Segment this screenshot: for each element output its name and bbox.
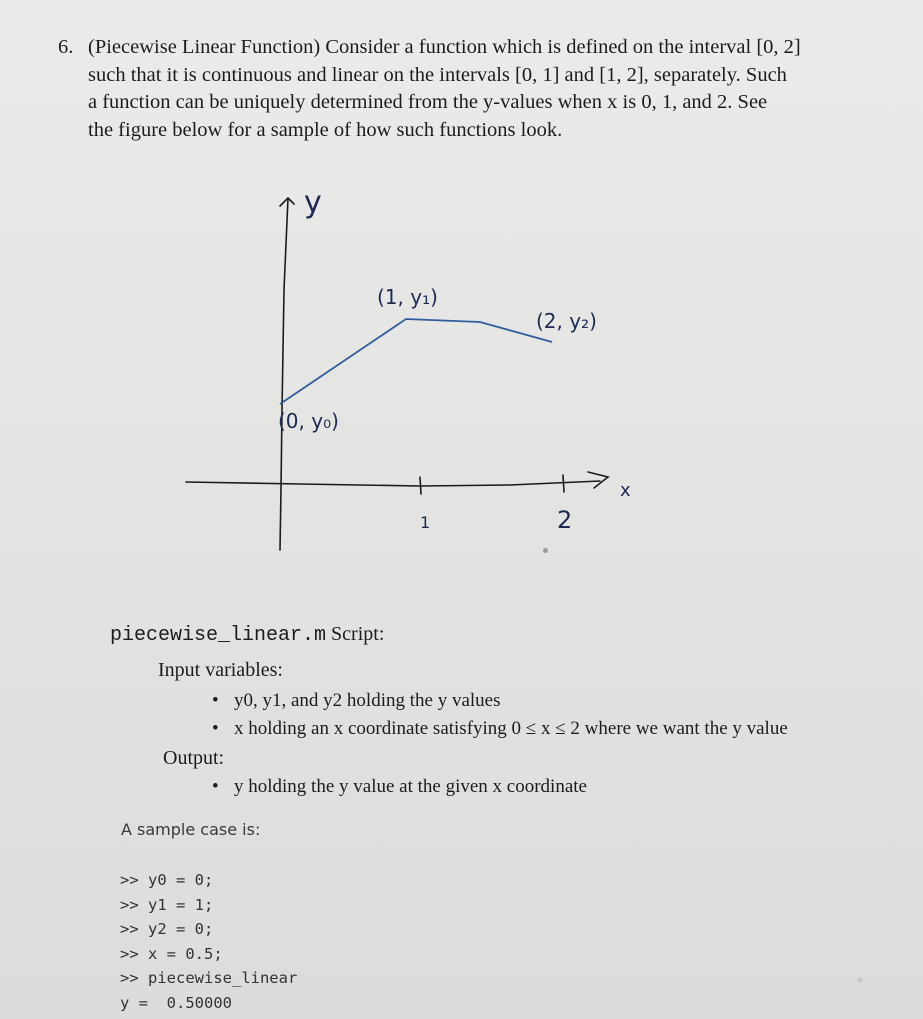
- problem-text: [88, 34, 903, 144]
- point-label-1: (1, y₁): [377, 285, 438, 309]
- y-axis-label: y: [304, 185, 322, 220]
- x-tick-label-2: 2: [557, 506, 573, 534]
- console-line: >> x = 0.5;: [120, 944, 223, 963]
- problem-line: the figure below for a sample of how such functions look.: [88, 118, 563, 141]
- x-tick-2: [563, 475, 564, 492]
- y-axis: [280, 198, 288, 550]
- problem-number: 6.: [58, 36, 74, 58]
- console-line: >> y1 = 1;: [120, 895, 214, 914]
- script-heading-suffix: Script:: [331, 623, 385, 645]
- sample-case-label: A sample case is:: [121, 820, 261, 839]
- console-output: [120, 868, 297, 1015]
- input-heading: Input variables:: [158, 659, 283, 681]
- output-heading: Output:: [163, 747, 225, 769]
- hand-drawn-figure: [180, 170, 680, 570]
- script-heading: [110, 623, 384, 647]
- x-axis-label: x: [620, 480, 631, 501]
- problem-line: such that it is continuous and linear on the intervals [0, 1] and [1, 2], separately. Such: [88, 63, 787, 86]
- console-line: y = 0.50000: [120, 993, 232, 1012]
- input-item: • x holding an x coordinate satisfying 0 ≤ x ≤ 2 where we want the y value: [210, 715, 788, 743]
- problem-line: (Piecewise Linear Function) Consider a function which is defined on the interval [0, 2]: [88, 36, 801, 58]
- x-tick-1: [420, 477, 421, 494]
- speck-mark: [857, 977, 863, 983]
- input-list: [210, 687, 788, 743]
- output-item: • y holding the y value at the given x coordinate: [210, 773, 587, 801]
- speck-mark: [543, 548, 548, 553]
- x-axis-arrow: [588, 472, 608, 488]
- console-line: >> piecewise_linear: [120, 969, 298, 987]
- console-line: >> y0 = 0;: [120, 871, 214, 889]
- problem-statement: [58, 34, 903, 144]
- console-line: >> y2 = 0;: [120, 920, 214, 938]
- function-line: [280, 319, 552, 404]
- x-tick-label-1: 1: [420, 513, 431, 532]
- point-label-0: (0, y₀): [278, 409, 339, 433]
- problem-line: a function can be uniquely determined from the y-values when x is 0, 1, and 2. See: [88, 91, 768, 113]
- figure-svg: [180, 170, 680, 570]
- point-label-2: (2, y₂): [536, 309, 597, 333]
- script-filename: piecewise_linear.m: [110, 624, 327, 647]
- output-list: [210, 773, 587, 801]
- x-axis: [186, 481, 600, 486]
- input-item: • y0, y1, and y2 holding the y values: [210, 687, 788, 715]
